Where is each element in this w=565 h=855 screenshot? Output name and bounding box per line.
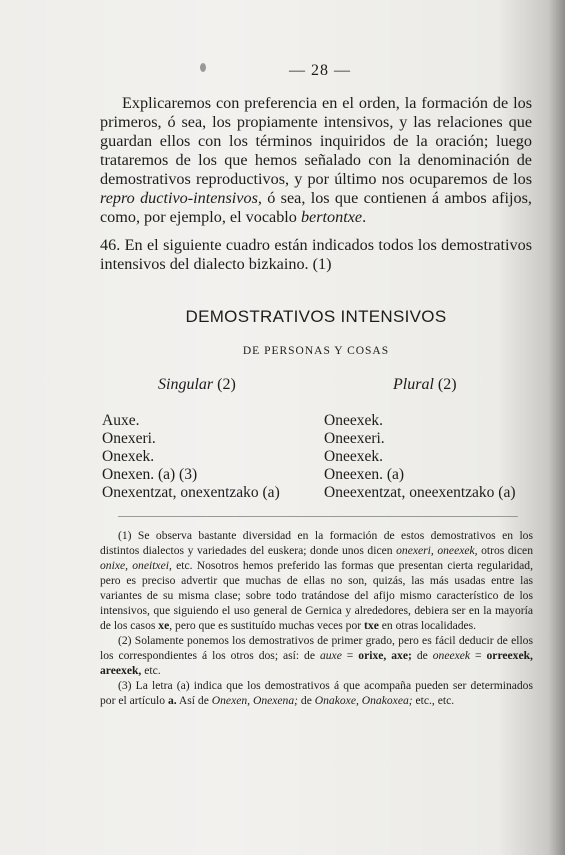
plural-cell: Oneexentzat, oneexentzako (a) [324, 484, 516, 501]
fn3-text-d: etc., etc. [412, 694, 455, 707]
fn1-term-txe: txe [364, 619, 379, 632]
footnote-3 [100, 678, 533, 708]
table-row [102, 430, 542, 448]
fn3-text-a: (3) La letra (a) indica que los demostrativos á que acompaña pueden ser determinados por el artículo [100, 679, 533, 707]
footnote-divider [118, 516, 518, 517]
singular-cell: Onexentzat, onexentzako (a) [102, 484, 280, 501]
page-number: — 28 — [289, 62, 351, 79]
fn2-eq-b: = [470, 649, 487, 662]
p1-term-reproductivo: repro ductivo-intensivos, [100, 189, 262, 207]
fn2-term-orixe: orixe, axe; [358, 649, 412, 662]
singular-note-ref: (2) [217, 376, 236, 393]
plural-cell: Oneexek. [324, 448, 383, 465]
fn1-text-a: (1) Se observa bastante diversidad en la formación de estos demostrativos en los distintos dialectos y variedades del euskera; donde unos dicen [100, 529, 533, 557]
fn2-text-a: (2) Solamente ponemos los demostrativos de primer grado, pero es fácil deducir de ellos los correspondientes á los otros dos; así: de [100, 634, 533, 662]
plural-cell: Oneexek. [324, 412, 383, 429]
table-subtitle: DE PERSONAS Y COSAS [242, 345, 390, 357]
singular-label: Singular [158, 376, 214, 393]
fn2-term-oneexek: oneexek [432, 649, 471, 662]
p1-text-c: . [362, 208, 367, 226]
table-row [102, 484, 542, 502]
fn1-term-a: onexeri, oneexek, [396, 544, 478, 557]
fn3-term-onexen: Onexen, Onexena; [211, 694, 299, 707]
singular-cell: Onexeri. [102, 430, 156, 447]
table-row [102, 466, 542, 484]
fn1-term-xe: xe [158, 619, 170, 632]
fn3-text-b: Así de [176, 694, 212, 707]
paragraph-46: 46. En el siguiente cuadro están indicados todos los demostrativos intensivos del dialecto bizkaino. (1) [100, 236, 532, 273]
fn2-term-auxe: auxe [319, 649, 342, 662]
footnotes [100, 528, 533, 708]
p1-text-b: ó sea, los que contienen á ambos afijos, como, por ejemplo, el vocablo [100, 189, 532, 226]
fn1-text-d: , pero que es sustituído muchas veces por [169, 619, 365, 632]
fn2-term-orreexek: orreexek, areexek, [100, 649, 533, 677]
fn2-eq-a: = [341, 649, 359, 662]
paragraph-intro [100, 94, 532, 227]
table-row [102, 448, 542, 466]
plural-cell: Oneexen. (a) [324, 466, 405, 483]
singular-cell: Onexek. [102, 448, 155, 465]
fn3-term-onakoxe: Onakoxe, Onakoxea; [314, 694, 413, 707]
fn2-text-b: de [411, 649, 433, 662]
plural-header [393, 376, 457, 394]
plural-note-ref: (2) [437, 376, 457, 393]
fn3-term-a: a. [167, 694, 177, 707]
plural-label: Plural [393, 376, 434, 393]
p1-term-bertontxe: bertontxe [300, 208, 363, 226]
p1-text-a: Explicaremos con preferencia en el orden, la formación de los primeros, ó sea, los propiamente intensivos, y las relaciones que guardan ellos con los términos inquiridos de la oración; luego trataremos de los que hemos señalado con la denominación de demostrativos reproductivos, y por último nos ocuparemos de los [100, 94, 532, 188]
fn1-term-b: onixe, oneitxei, [100, 559, 172, 572]
fn1-text-c: etc. Nosotros hemos preferido las formas que presentan cierta regularidad, pero es preciso advertir que muchas de ellas no son, quizás, las más usadas entre las variantes de su misma clase; sobre todo tratándose del afijo mismo característico de los intensivos, que siguiendo el uso general de Gernica y alrededores, debiera ser en la mayoría de los casos [100, 559, 533, 632]
demonstratives-table [102, 412, 542, 502]
table-title: DEMOSTRATIVOS INTENSIVOS [185, 307, 447, 326]
fn1-text-b: otros dicen [477, 544, 533, 557]
footnote-2 [100, 633, 533, 678]
singular-cell: Onexen. (a) (3) [102, 466, 198, 483]
fn2-text-c: etc. [141, 664, 161, 677]
footnote-1 [100, 528, 533, 633]
fn1-text-e: en otras localidades. [378, 619, 477, 632]
fn3-text-c: de [298, 694, 315, 707]
plural-cell: Oneexeri. [324, 430, 385, 447]
table-row [102, 412, 542, 430]
singular-cell: Auxe. [102, 412, 140, 429]
singular-header [158, 376, 236, 394]
